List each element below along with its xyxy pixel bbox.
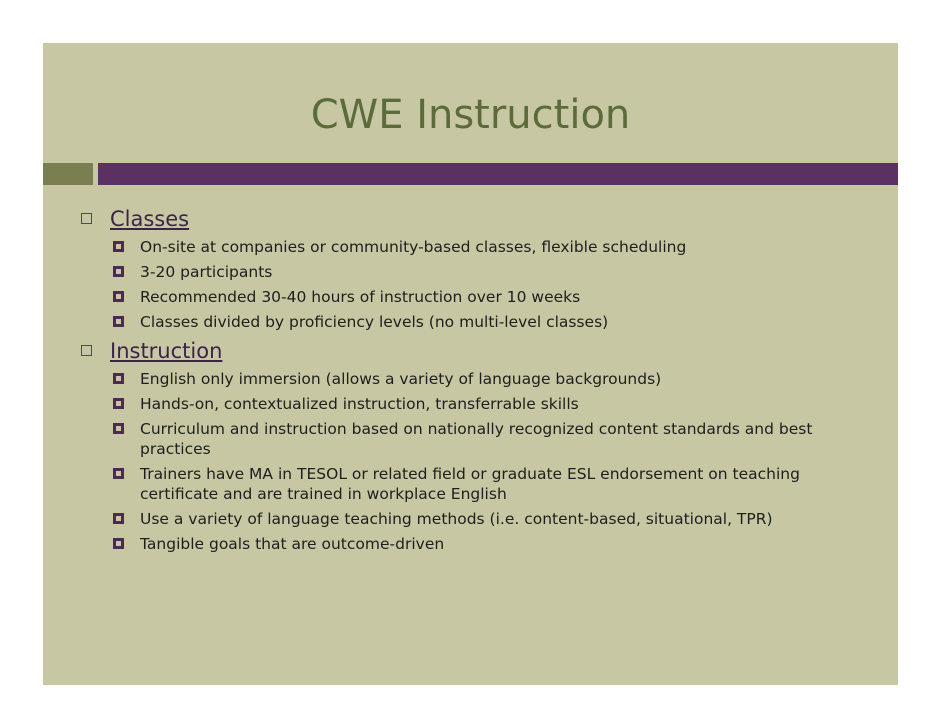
- list-item: Use a variety of language teaching methods (i.e. content-based, situational, TPR): [43, 509, 830, 529]
- square-bullet-icon: [113, 423, 124, 434]
- square-bullet-icon: [113, 398, 124, 409]
- title-divider-left: [43, 163, 93, 185]
- section-heading-classes: Classes: [43, 205, 898, 237]
- list-item: Tangible goals that are outcome-driven: [43, 534, 830, 554]
- square-bullet-icon: [113, 468, 124, 479]
- slide-content: [43, 203, 898, 559]
- list-item: Curriculum and instruction based on nationally recognized content standards and best practices: [43, 419, 830, 459]
- title-divider-right: [98, 163, 898, 185]
- list-item: Recommended 30-40 hours of instruction over 10 weeks: [43, 287, 830, 307]
- list-item: Trainers have MA in TESOL or related field or graduate ESL endorsement on teaching certificate and are trained in workplace English: [43, 464, 830, 504]
- square-bullet-icon: [113, 291, 124, 302]
- list-item: Classes divided by proficiency levels (no multi-level classes): [43, 312, 830, 332]
- square-bullet-icon: [113, 241, 124, 252]
- square-bullet-icon: [113, 266, 124, 277]
- list-item: On-site at companies or community-based classes, flexible scheduling: [43, 237, 830, 257]
- square-bullet-icon: [113, 513, 124, 524]
- section-heading-instruction: Instruction: [43, 337, 898, 369]
- square-bullet-icon: [81, 213, 92, 224]
- slide: [43, 43, 898, 685]
- square-bullet-icon: [113, 538, 124, 549]
- list-item: English only immersion (allows a variety of language backgrounds): [43, 369, 830, 389]
- square-bullet-icon: [113, 373, 124, 384]
- square-bullet-icon: [113, 316, 124, 327]
- square-bullet-icon: [81, 345, 92, 356]
- list-item: Hands-on, contextualized instruction, transferrable skills: [43, 394, 830, 414]
- list-item: 3-20 participants: [43, 262, 830, 282]
- slide-title: CWE Instruction: [310, 92, 631, 138]
